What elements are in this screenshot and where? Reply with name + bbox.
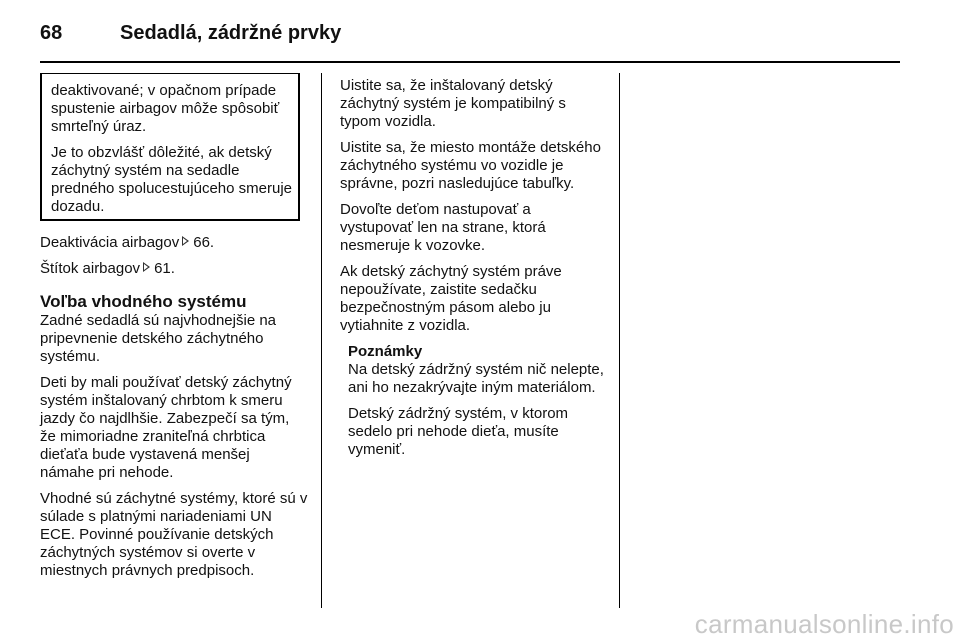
column-divider bbox=[619, 73, 620, 608]
page-number: 68 bbox=[40, 22, 63, 44]
note-block bbox=[348, 343, 606, 459]
warning-paragraph: Je to obzvlášť dôležité, ak detský záchytný systém na sedadle predného spolucestujúceho smeruje dozadu. bbox=[51, 144, 292, 215]
reference-page: 66. bbox=[193, 234, 215, 251]
page-reference-arrow-icon bbox=[143, 262, 150, 272]
body-paragraph: Ak detský záchytný systém práve nepoužívate, zaistite sedačku bezpečnostným pásom alebo ju vytiahnite z vozidla. bbox=[340, 263, 562, 334]
body-paragraph: Uistite sa, že miesto montáže detského záchytného systému vo vozidle je správne, pozri nasledujúce tabuľky. bbox=[340, 139, 601, 192]
reference-label: Deaktivácia airbagov bbox=[40, 234, 180, 251]
page-header bbox=[40, 18, 900, 48]
airbag-label-reference[interactable] bbox=[40, 260, 308, 278]
header-rule bbox=[40, 61, 900, 63]
column-1 bbox=[40, 234, 308, 588]
note-paragraph: Na detský zádržný systém nič nelepte, ani ho nezakrývajte iným materiálom. bbox=[348, 361, 604, 396]
reference-page: 61. bbox=[154, 260, 175, 277]
warning-box bbox=[40, 73, 300, 221]
body-paragraph: Dovoľte deťom nastupovať a vystupovať len na strane, ktorá nesmeruje k vozovke. bbox=[340, 201, 546, 254]
page-reference-arrow-icon bbox=[182, 236, 189, 246]
warning-paragraph: deaktivované; v opačnom prípade spustenie airbagov môže spôsobiť smrteľný úraz. bbox=[51, 82, 280, 135]
body-paragraph: Uistite sa, že inštalovaný detský záchytný systém je kompatibilný s typom vozidla. bbox=[340, 77, 566, 130]
watermark: carmanualsonline.info bbox=[694, 609, 954, 639]
column-2 bbox=[340, 77, 606, 467]
section-heading: Voľba vhodného systému bbox=[40, 292, 247, 311]
body-paragraph: Zadné sedadlá sú najvhodnejšie na pripevnenie detského záchytného systému. bbox=[40, 312, 277, 365]
airbag-deactivation-reference[interactable] bbox=[40, 234, 308, 252]
note-paragraph: Detský zádržný systém, v ktorom sedelo pri nehode dieťa, musíte vymeniť. bbox=[348, 405, 569, 458]
chapter-title: Sedadlá, zádržné prvky bbox=[120, 22, 342, 44]
reference-label: Štítok airbagov bbox=[40, 260, 141, 277]
body-paragraph: Vhodné sú záchytné systémy, ktoré sú v súlade s platnými nariadeniami UN ECE. Povinné používanie detských záchytných systémov si overte v miestnych právnych predpisoch. bbox=[40, 490, 308, 579]
body-paragraph: Deti by mali používať detský záchytný systém inštalovaný chrbtom k smeru jazdy čo najdlhšie. Zabezpečí sa tým, že mimoriadne zraniteľná chrbtica dieťaťa bude vystavená menšej námahe pri nehode. bbox=[40, 374, 292, 481]
note-title: Poznámky bbox=[348, 343, 423, 360]
column-divider bbox=[321, 73, 322, 608]
